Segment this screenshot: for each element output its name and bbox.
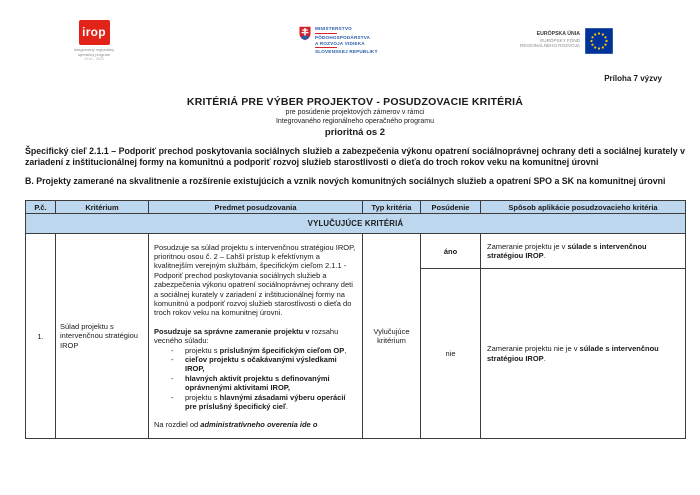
cell-application-no: Zameranie projektu nie je v súlade s intervenčnou stratégiou IROP. [481,269,686,439]
criteria-table [25,200,686,439]
cell-assessment-yes: áno [421,234,481,269]
col-header-pc: P.č. [26,201,56,214]
ministry-red-rule-2 [315,47,337,48]
table-header-row [26,201,686,214]
col-header-typ: Typ kritéria [363,201,421,214]
section-header-row [26,214,686,234]
eu-fund-line-1: EURÓPSKY FOND [540,37,580,43]
assessment-bullet-2: - cieľov projektu s očakávanými výsledkami IROP, [154,355,357,374]
title-block [25,96,685,138]
section-header-label: VYLUČUJÚCE KRITÉRIÁ [26,214,686,234]
priority-axis-label: prioritná os 2 [324,127,386,139]
assessment-bullet-1: - projektu s príslušným špecifickým cieľom OP, [154,346,357,355]
col-header-predmet: Predmet posudzovania [149,201,363,214]
assessment-paragraph-3: Na rozdiel od administratívneho overenia ide o [154,420,318,430]
ministry-name-line-2: PÔDOHOSPODÁRSTVA [315,34,371,40]
col-header-kriterium: Kritérium [56,201,149,214]
ministry-name-line-4: SLOVENSKEJ REPUBLIKY [315,49,378,55]
col-header-posudenie: Posúdenie [421,201,481,214]
cell-row-number: 1. [26,234,56,439]
cell-assessment-subject [149,234,363,439]
eu-title: EURÓPSKA ÚNIA [536,31,580,37]
eu-flag-icon [585,28,613,54]
eu-logo [520,28,613,54]
specific-goal-paragraph: Špecifický cieľ 2.1.1 – Podporiť prechod poskytovania sociálnych služieb a zabezpečenia výkonu opatrení sociálnoprávnej ochrany deti a sociálnej kurately v zariadení z inštitucionálnej formy na komunitnú a podporiť rozvoj služieb starostlivosti o dieťa do troch rokov veku na komunitnej úrovni [25,146,685,167]
table-row [26,234,686,269]
cell-criterion: Súlad projektu s intervenčnou stratégiou IROP [56,234,149,439]
project-type-paragraph: B. Projekty zamerané na skvalitnenie a rozšírenie existujúcich a vznik nových komunitných sociálnych služieb a opatrení SPO a SK na komunitnej úrovni [25,175,666,186]
document-subtitle-2: Integrovaného regionálneho operačného programu [275,118,434,126]
ministry-name-line-3: A ROZVOJA VIDIEKA [315,40,365,46]
assessment-bullet-3: - hlavných aktivít projektu s definovanými oprávnenými aktivitami IROP, [154,374,357,393]
irop-logo [68,20,120,62]
document-subtitle-1: pre posúdenie projektových zámerov v rámci [285,109,425,116]
appendix-label: Príloha 7 výzvy [604,74,662,83]
cell-criterion-type: Vylučujúce kritérium [363,234,421,439]
cell-assessment-no: nie [421,269,481,439]
irop-logo-icon: irop [79,20,110,45]
ministry-logo [299,26,378,55]
irop-logo-subtext-2: operačný program [77,52,111,57]
cell-application-yes: Zameranie projektu je v súlade s intervenčnou stratégiou IROP. [481,234,686,269]
ministry-red-rule [315,33,337,34]
assessment-paragraph-1: Posudzuje sa súlad projektu s intervenčnou stratégiou IROP, prioritnou osou č. 2 – Ľahší prístup k efektívnym a kvalitnejším verejným službám, špecifickým cieľom 2.1.1 - Podporiť prechod poskytovania sociálnych služieb a zabezpečenia výkonu opatrení sociálnoprávnej ochrany deti a sociálnej kurately v zariadení z inštitucionálnej formy na komunitnú a podporiť rozvoj služieb starostlivosti o dieťa do troch rokov veku na komunitnej úrovni. [154,242,356,318]
col-header-sposob: Spôsob aplikácie posudzovacieho kritéria [481,201,686,214]
slovak-coat-of-arms-icon [299,26,311,41]
irop-logo-years: 2014 – 2020 [84,57,104,61]
document-title: KRITÉRIÁ PRE VÝBER PROJEKTOV - POSUDZOVACIE KRITÉRIÁ [186,96,524,108]
ministry-name-line-1: MINISTERSTVO [315,26,352,31]
assessment-paragraph-2: Posudzuje sa správne zameranie projektu v rozsahu vecného súladu: [154,326,339,346]
eu-fund-line-2: REGIONÁLNEHO ROZVOJA [520,43,580,49]
irop-logo-subtext-1: integrovaný regionálny [73,47,115,52]
assessment-bullet-4: - projektu s hlavnými zásadami výberu operácií pre príslušný špecifický cieľ. [154,393,357,412]
